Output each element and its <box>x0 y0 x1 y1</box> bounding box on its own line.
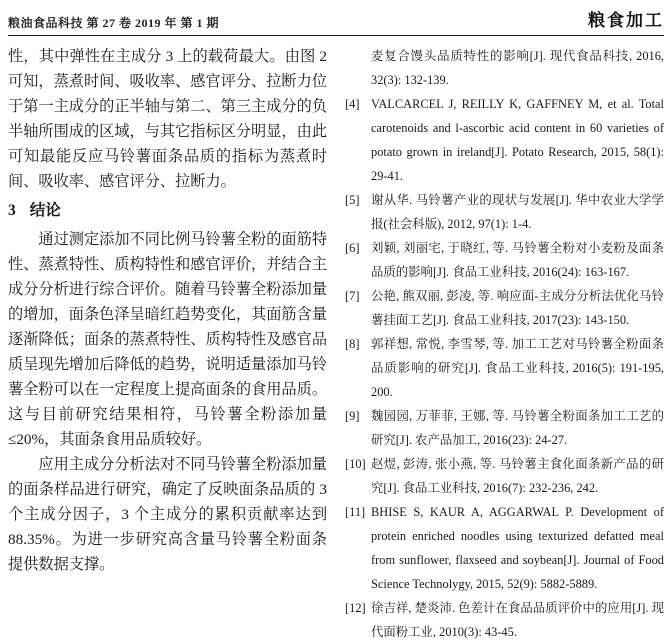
reference-label: [8] <box>345 337 360 351</box>
reference-text: 刘颖, 刘丽宅, 于晓红, 等. 马铃薯全粉对小麦粉及面条品质的影响[J]. 食品工业科技, 2016(24): 163-167. <box>371 241 664 279</box>
reference-label: [7] <box>345 289 360 303</box>
journal-info: 粮油食品科技 第 27 卷 2019 年 第 1 期 <box>8 16 220 30</box>
reference-item <box>345 332 664 404</box>
reference-label: [6] <box>345 241 360 255</box>
conclusion-paragraph-1: 通过测定添加不同比例马铃薯全粉的面筋特性、蒸煮特性、质构特性和感官评价，并结合主成分分析进行综合评价。随着马铃薯全粉添加量的增加，面条色泽呈暗红趋势变化，其面筋含量逐渐降低；面条的蒸煮特性、质构特性及感官品质呈现先增加后降低的趋势，说明适量添加马铃薯全粉可以在一定程度上提高面条的食用品质。这与目前研究结果相符，马铃薯全粉添加量≤20%，其面条食用品质较好。 <box>8 231 327 448</box>
reference-label: [10] <box>345 457 366 471</box>
reference-item <box>345 452 664 500</box>
body-text-column <box>8 44 327 644</box>
reference-text: 魏园园, 万菲菲, 王娜, 等. 马铃薯全粉面条加工工艺的研究[J]. 农产品加工, 2016(23): 24-27. <box>371 409 664 447</box>
reference-label: [11] <box>345 505 366 519</box>
reference-label: [4] <box>345 97 360 111</box>
reference-label: [12] <box>345 601 366 615</box>
conclusion-heading-title: 结论 <box>29 202 61 219</box>
section-tag: 粮食加工 <box>588 11 664 30</box>
reference-text: 郭祥想, 常悦, 李雪琴, 等. 加工工艺对马铃薯全粉面条品质影响的研究[J]. 食品工业科技, 2016(5): 191-195, 200. <box>371 337 664 399</box>
reference-item <box>345 596 664 644</box>
journal-header <box>8 6 664 36</box>
reference-item <box>345 92 664 188</box>
references-column <box>345 44 664 644</box>
reference-text: 公艳, 熊双丽, 彭凌, 等. 响应面-主成分分析法优化马铃薯挂面工艺[J]. 食品工业科技, 2017(23): 143-150. <box>371 289 664 327</box>
reference-item <box>345 44 664 92</box>
paper-page <box>8 6 664 639</box>
conclusion-heading <box>8 200 327 222</box>
reference-item <box>345 236 664 284</box>
reference-label: [5] <box>345 193 360 207</box>
continuation-paragraph: 性，其中弹性在主成分 3 上的载荷最大。由图 2 可知，蒸煮时间、吸收率、感官评分、拉断力位于第一主成分的正半轴与第二、第三主成分的负半轴所围成的区域，与其它指标区分明显，由此可知最能反应马铃薯面条品质的指标为蒸煮时间、吸收率、感官评分、拉断力。 <box>8 48 327 190</box>
reference-item <box>345 404 664 452</box>
reference-text: BHISE S, KAUR A, AGGARWAL P. Development of protein enriched noodles using texturized defatted meal from sunflower, flaxseed and soybean[J]. Journal of Food Science Technolygy, 2015, 52(9): 5882-5889. <box>371 505 664 591</box>
conclusion-paragraph-2: 应用主成分分析法对不同马铃薯全粉添加量的面条样品进行研究，确定了反映面条品质的 3 个主成分因子，3 个主成分的累积贡献率达到88.35%。为进一步研究高含量马铃薯全粉面条提供数据支撑。 <box>8 456 327 573</box>
reference-text: 麦复合馒头品质特性的影响[J]. 现代食品科技, 2016, 32(3): 132-139. <box>371 49 664 87</box>
columns-container <box>8 44 664 644</box>
reference-item <box>345 500 664 596</box>
reference-item <box>345 284 664 332</box>
reference-text: 谢从华. 马铃薯产业的现状与发展[J]. 华中农业大学学报(社会科版), 2012, 97(1): 1-4. <box>371 193 664 231</box>
reference-item <box>345 188 664 236</box>
reference-text: VALCARCEL J, REILLY K, GAFFNEY M, et al. Total carotenoids and l-ascorbic acid content in 60 varieties of potato grown in ireland[J]. Potato Research, 2015, 58(1): 29-41. <box>371 97 664 183</box>
reference-text: 赵煜, 彭涛, 张小燕, 等. 马铃薯主食化面条新产品的研究[J]. 食品工业科技, 2016(7): 232-236, 242. <box>371 457 664 495</box>
reference-label: [9] <box>345 409 360 423</box>
reference-text: 徐吉祥, 楚炎沛. 色差计在食品品质评价中的应用[J]. 现代面粉工业, 2010(3): 43-45. <box>371 601 664 639</box>
conclusion-heading-number: 3 <box>8 202 16 219</box>
